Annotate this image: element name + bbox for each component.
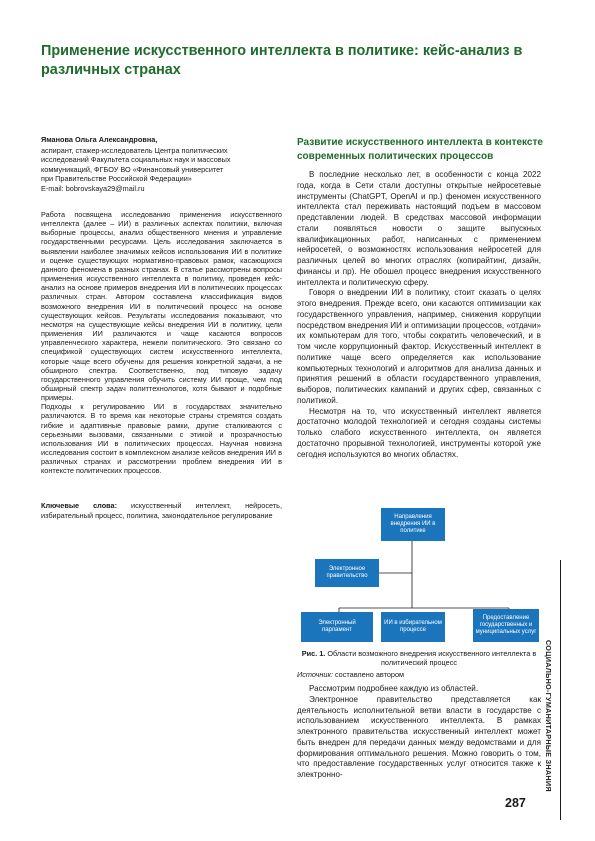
keywords — [41, 501, 282, 520]
figure-label: Рис. 1. — [301, 649, 326, 658]
journal-section-text: СОЦИАЛЬНО-ГУМАНИТАРНЫЕ ЗНАНИЯ — [544, 640, 553, 792]
diagram-mid-box: Электронное правительство — [315, 559, 379, 587]
body-paragraph: В последние несколько лет, в особенности с конца 2022 года, когда в Сети стали доступны открытые нейросетевые инструменты (ChatGPT, OpenAI и пр.) феномен искусственного интеллекта стал переживать настоящий подъем в массовом представлении людей. В средствах массовой информации стали появляться новости о защите выпускных квалификационных работ, написанных с применением нейросетей, о возможностях использования нейросетей для различных целей во многих отраслях (копирайтинг, дизайн, финансы и пр). Не обошел процесс внедрения искусственного интеллекта и политическую сферу. — [297, 170, 541, 287]
author-name: Яманова Ольга Александровна, — [41, 135, 158, 144]
body-paragraph: Говоря о внедрении ИИ в политику, стоит сказать о целях этого внедрения. Прежде всего, они касаются оптимизации как государственного управления, например, снижения коррупции посредством внедрения ИИ и оптимизации процессов, «отдачи» их компьютерам для того, чтобы сократить человеческий, и в том числе коррупционный фактор. Искусственный интеллект в политике чаще всего определяется как использование компьютерных технологий и алгоритмов для анализа данных и принятия решений в области государственного управления, выборов, политических кампаний и других сфер, связанных с политикой. — [297, 288, 541, 405]
body-paragraph: Рассмотрим подробнее каждую из областей. — [309, 684, 479, 693]
figure-caption-text: Области возможного внедрения искусственного интеллекта в политический процесс — [325, 649, 537, 668]
author-info-line: при Правительстве Российской Федерации» — [41, 174, 192, 184]
author-affiliation — [41, 146, 286, 194]
article-title: Применение искусственного интеллекта в политике: кейс-анализ в различных странах — [41, 43, 523, 78]
body-paragraph: Несмотря на то, что искусственный интеллект является достаточно молодой технологией и сегодня созданы системы только слабого искусственного интеллекта, он является достаточно прорывной технологией, инструменты которой уже сегодня используются во многих областях. — [297, 406, 541, 459]
author-block — [41, 135, 286, 194]
keywords-label: Ключевые слова: — [41, 501, 118, 510]
diagram-root-box: Направления внедрения ИИ в политике — [381, 508, 445, 541]
source-label: Источник: — [297, 670, 333, 679]
author-info-line: аспирант, стажер-исследователь Центра политических — [41, 145, 228, 155]
author-email: E-mail: bobrovskaya29@mail.ru — [41, 183, 145, 193]
body-paragraph: Электронное правительство представляется как деятельность исполнительной ветви власти в государстве с использованием искусственного интеллекта. В рамках электронного правительства искусственный интеллект может быть внедрен для передачи данных между ведомствами и для формирования оптимального решения. Можно говорить о том, что предоставление государственных услуг относится также к электронно- — [297, 694, 541, 779]
figure-diagram — [297, 505, 541, 645]
section-body — [297, 170, 541, 460]
section-title: Развитие искусственного интеллекта в контексте современных политических процессов — [297, 137, 543, 162]
diagram-leaf-box: Электронный парламент — [301, 612, 373, 642]
figure-caption — [297, 649, 541, 668]
keywords-text: искусственный интеллект, нейросеть, избирательный процесс, политика, законодательное регулирование — [41, 501, 282, 520]
author-info-line: исследований Факультета социальных наук и массовых — [41, 155, 231, 165]
side-divider — [560, 560, 561, 820]
abstract — [41, 210, 282, 476]
source-text: составлено автором — [332, 670, 405, 679]
diagram-leaf-box: ИИ в избирательном процессе — [381, 612, 445, 642]
author-info-line: коммуникаций, ФГБОУ ВО «Финансовый университет — [41, 164, 224, 174]
journal-section-label — [546, 640, 560, 830]
abstract-paragraph: Подходы к регулированию ИИ в государствах значительно различаются. В то время как некоторые страны стремятся создать гибкие и адаптивные правовые рамки, другие сталкиваются с серьезными вызовами, связанными с этикой и прозрачностью использования ИИ в политических процессах. Научная новизна исследования состоит в комплексном анализе кейсов внедрения ИИ в различных странах и рассмотрении проблем внедрения ИИ в контексте политических процессов. — [41, 402, 282, 476]
abstract-paragraph: Работа посвящена исследованию применения искусственного интеллекта (далее – ИИ) в различных аспектах политики, включая выборные процессы, анализ общественного мнения и управление государственными ресурсами. Цель исследования заключается в выявлении наиболее значимых кейсов использования ИИ в политике и оценке существующих нормативно-правовых рамок, касающихся данного феномена в разных странах. В статье рассмотрены вопросы применения искусственного интеллекта в политику, проведен кейс-анализ на основе примеров внедрения ИИ в политических процессах различных стран. Автором составлена классификация видов возможного внедрения ИИ в политический процесс на основе существующих кейсов. Результаты исследования показывают, что несмотря на существующие кейсы внедрения ИИ в политику, цели применения ИИ различаются и чаще касаются вопросов управленческого характера, нежели политического. Это связано со спецификой существующих систем искусственного интеллекта, которые чаще всего обучены для решения конкретной задачи, а не обширного спектра. Соответственно, под типовую задачу государственного управления обучить систему ИИ проще, чем под обширный спектр задач политтехнологов, хотя бывают и подобные примеры. — [41, 210, 282, 403]
section-body-continued — [297, 684, 541, 781]
figure-source — [297, 670, 541, 679]
page-number: 287 — [505, 796, 526, 810]
diagram-leaf-box: Предоставление государственных и муниципальных услуг — [473, 609, 539, 642]
